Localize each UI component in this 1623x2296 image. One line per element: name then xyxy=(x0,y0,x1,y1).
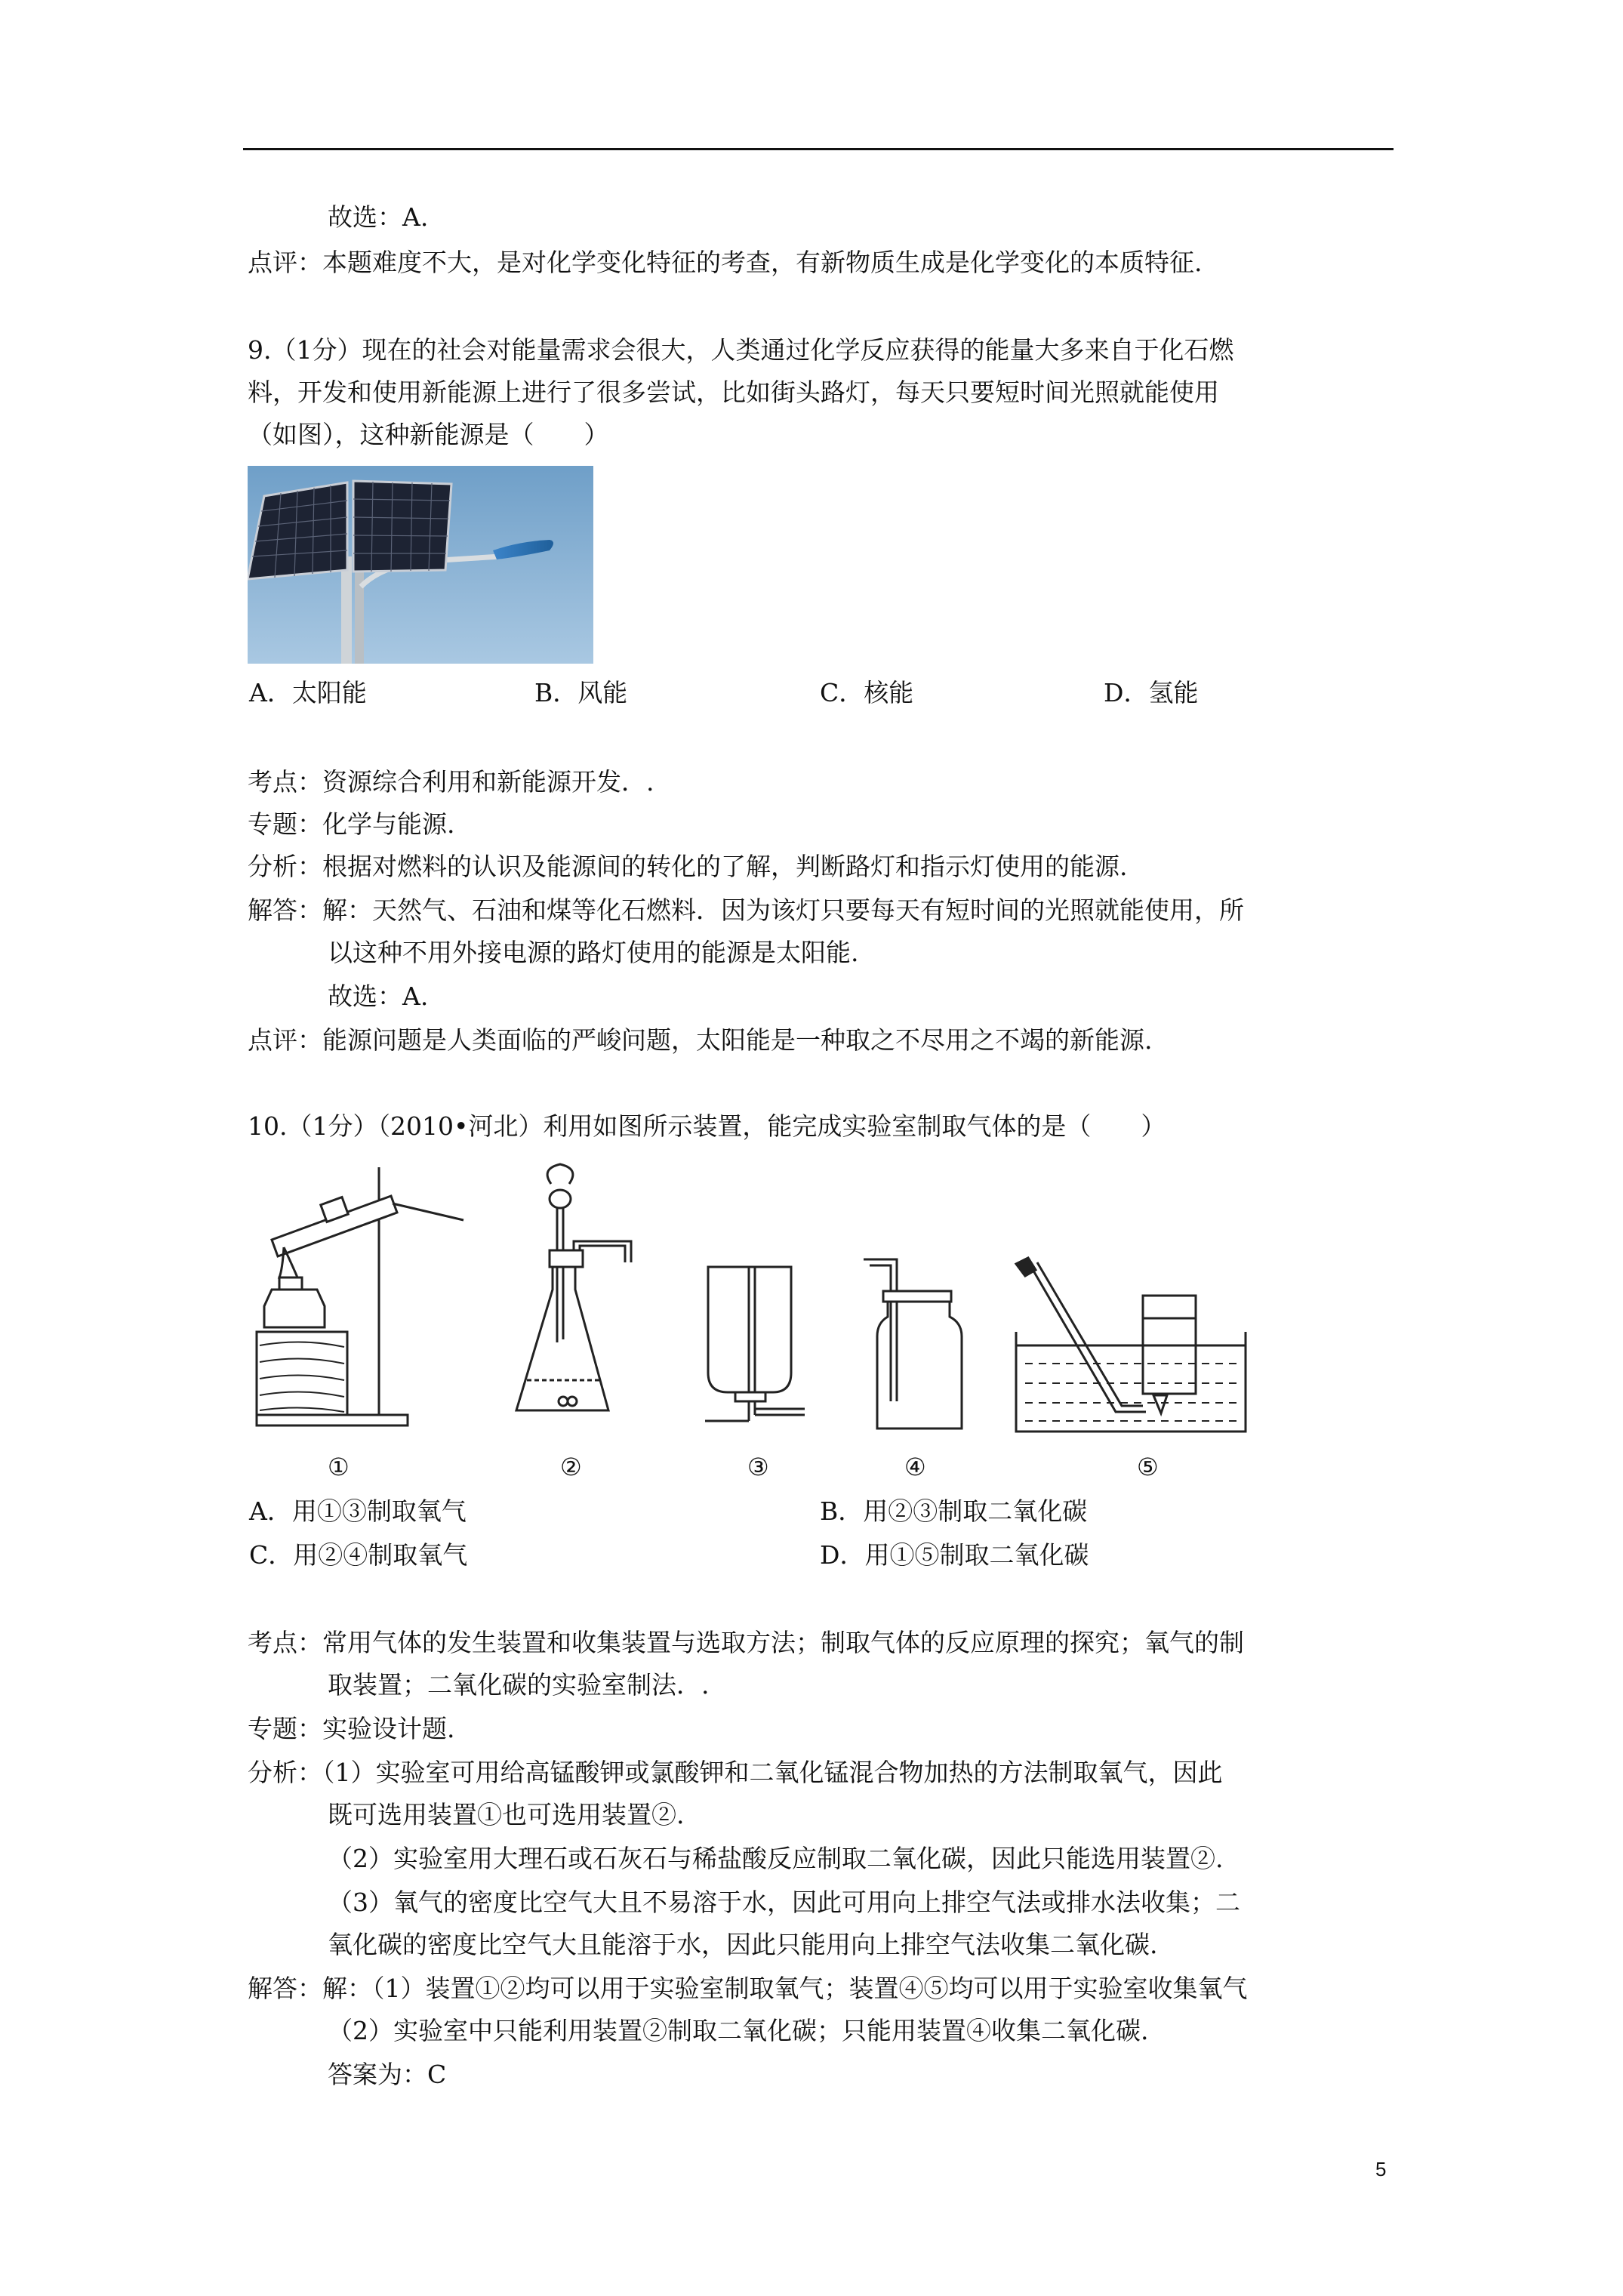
apparatus-label-1: ① xyxy=(328,1453,350,1481)
q9-jieda-line-2: 以这种不用外接电源的路灯使用的能源是太阳能. xyxy=(328,938,859,967)
q10-kaodian-line-2: 取装置；二氧化碳的实验室制法．. xyxy=(328,1670,710,1700)
prev-comment: 点评：本题难度不大，是对化学变化特征的考查，有新物质生成是化学变化的本质特征. xyxy=(248,248,1203,277)
q9-zhuanti: 专题：化学与能源. xyxy=(248,809,455,839)
solar-streetlight-photo xyxy=(248,466,593,664)
q9-stem-line-2: 料，开发和使用新能源上进行了很多尝试，比如街头路灯，每天只要短时间光照就能使用 xyxy=(248,378,1219,407)
q9-dianping: 点评：能源问题是人类面临的严峻问题，太阳能是一种取之不尽用之不竭的新能源. xyxy=(248,1025,1153,1055)
prev-answer: 故选：A. xyxy=(328,202,429,232)
q10-jieda-line-2: （2）实验室中只能利用装置②制取二氧化碳；只能用装置④收集二氧化碳. xyxy=(328,2016,1149,2045)
page-number: 5 xyxy=(1375,2158,1387,2180)
q10-option-b: B．用②③制取二氧化碳 xyxy=(820,1496,1088,1526)
q9-option-d: D．氢能 xyxy=(1104,678,1199,707)
q10-option-c: C．用②④制取氧气 xyxy=(249,1540,468,1570)
q10-zhuanti: 专题：实验设计题. xyxy=(248,1714,455,1743)
apparatus-label-2: ② xyxy=(560,1453,582,1481)
q10-option-a: A．用①③制取氧气 xyxy=(249,1496,467,1526)
apparatus-3-inverted-bottle xyxy=(702,1259,808,1439)
q10-option-d: D．用①⑤制取二氧化碳 xyxy=(820,1540,1089,1570)
q9-kaodian: 考点：资源综合利用和新能源开发．. xyxy=(248,767,654,797)
q9-stem-line-1: 9.（1分）现在的社会对能量需求会很大，人类通过化学反应获得的能量大多来自于化石燃 xyxy=(248,335,1234,365)
q10-fenxi-line-4: （3）氧气的密度比空气大且不易溶于水，因此可用向上排空气法或排水法收集；二 xyxy=(328,1888,1240,1917)
apparatus-label-3: ③ xyxy=(747,1453,769,1481)
q10-jieda-line-1: 解答：解：（1）装置①②均可以用于实验室制取氧气；装置④⑤均可以用于实验室收集氧气 xyxy=(248,1974,1248,2003)
q9-fenxi: 分析：根据对燃料的认识及能源间的转化的了解，判断路灯和指示灯使用的能源. xyxy=(248,852,1128,881)
q10-kaodian-line-1: 考点：常用气体的发生装置和收集装置与选取方法；制取气体的反应原理的探究；氧气的制 xyxy=(248,1628,1244,1657)
q10-fenxi-line-3: （2）实验室用大理石或石灰石与稀盐酸反应制取二氧化碳，因此只能选用装置②. xyxy=(328,1844,1224,1873)
header-rule xyxy=(243,148,1394,150)
q9-jieda-line-1: 解答：解：天然气、石油和煤等化石燃料．因为该灯只要每天有短时间的光照就能使用，所 xyxy=(248,895,1244,925)
q10-stem: 10.（1分）（2010•河北）利用如图所示装置，能完成实验室制取气体的是（ ） xyxy=(248,1111,1166,1141)
q10-fenxi-line-5: 氧化碳的密度比空气大且能溶于水，因此只能用向上排空气法收集二氧化碳. xyxy=(328,1930,1158,1959)
q9-guxuan: 故选：A. xyxy=(328,982,429,1011)
q10-answer: 答案为：C xyxy=(328,2060,447,2089)
q10-fenxi-line-1: 分析：（1）实验室可用给高锰酸钾或氯酸钾和二氧化锰混合物加热的方法制取氧气，因此 xyxy=(248,1758,1223,1787)
q10-fenxi-line-2: 既可选用装置①也可选用装置②. xyxy=(328,1800,685,1829)
apparatus-label-5: ⑤ xyxy=(1137,1453,1159,1481)
apparatus-1-heating-setup xyxy=(249,1157,476,1450)
q9-option-c: C．核能 xyxy=(820,678,914,707)
apparatus-5-water-trough xyxy=(1010,1253,1274,1448)
q9-stem-line-3: （如图），这种新能源是（ ） xyxy=(248,420,609,449)
apparatus-2-flask-funnel xyxy=(510,1161,646,1447)
apparatus-4-gas-bottle xyxy=(858,1253,963,1441)
apparatus-label-4: ④ xyxy=(904,1453,926,1481)
q9-option-a: A．太阳能 xyxy=(249,678,367,707)
q9-option-b: B．风能 xyxy=(534,678,628,707)
